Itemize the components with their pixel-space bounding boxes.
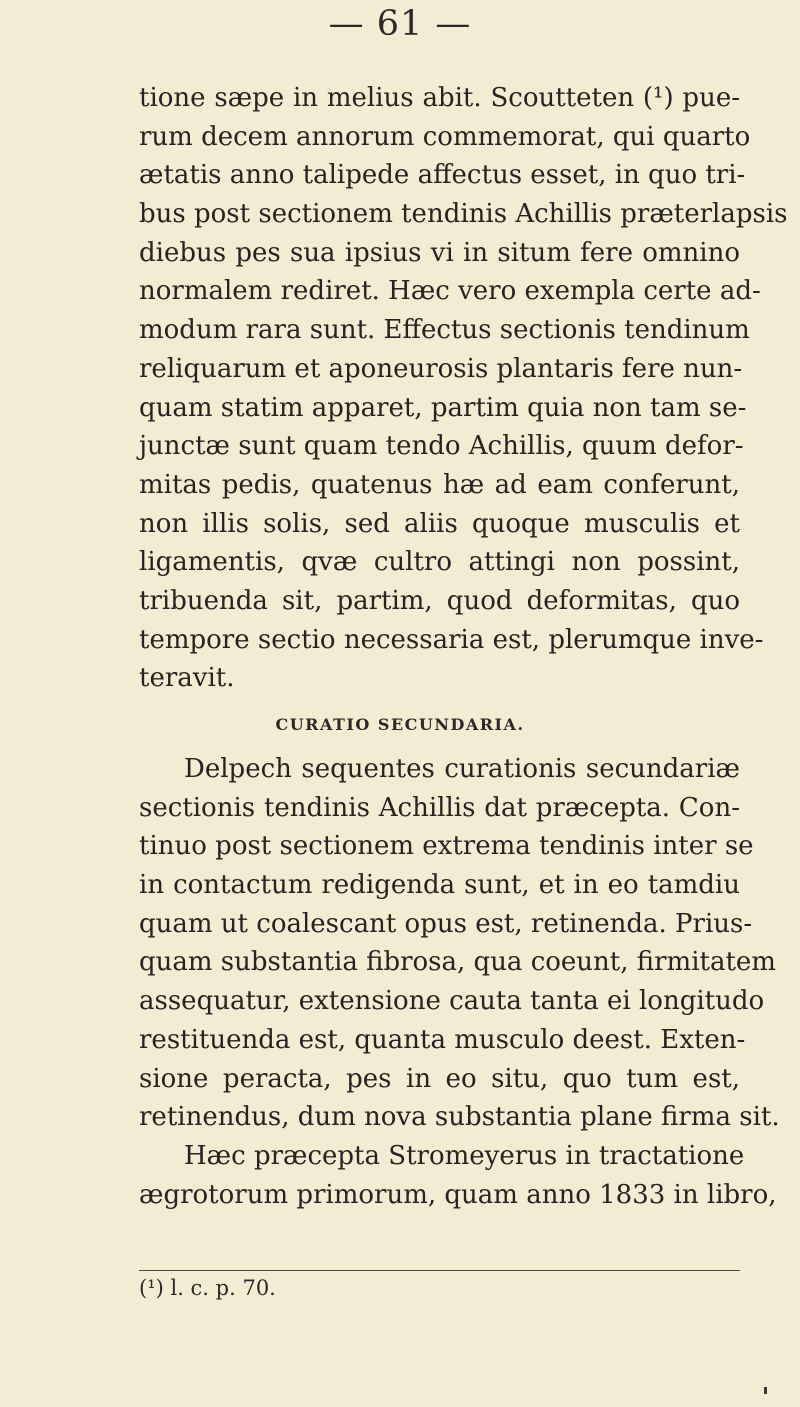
text-line: ægrotorum primorum, quam anno 1833 in libro, bbox=[139, 1179, 777, 1210]
text-line: sectionis tendinis Achillis dat præcepta. Con- bbox=[139, 792, 740, 823]
text-line: sione peracta, pes in eo situ, quo tum est, bbox=[139, 1063, 740, 1094]
text-line: tempore sectio necessaria est, plerumque inve- bbox=[139, 624, 764, 655]
text-line: modum rara sunt. Effectus sectionis tendinum bbox=[139, 315, 750, 346]
text-line: diebus pes sua ipsius vi in situm fere omnino bbox=[139, 237, 740, 268]
paragraph-2 bbox=[139, 750, 780, 1214]
text-line: mitas pedis, quatenus hæ ad eam conferunt, bbox=[139, 469, 740, 500]
text-line: tione sæpe in melius abit. Scoutteten (¹) pue- bbox=[139, 83, 740, 113]
text-line: bus post sectionem tendinis Achillis præterlapsis bbox=[139, 199, 788, 230]
text-line: Delpech sequentes curationis secundariæ bbox=[184, 754, 740, 784]
paragraph-1 bbox=[139, 79, 788, 698]
text-line: restituenda est, quanta musculo deest. Exten- bbox=[139, 1024, 746, 1055]
text-line: teravit. bbox=[139, 663, 235, 694]
text-line: tinuo post sectionem extrema tendinis inter se bbox=[139, 831, 754, 862]
text-line: ætatis anno talipede affectus esset, in quo tri- bbox=[139, 160, 746, 191]
text-line: normalem rediret. Hæc vero exempla certe ad- bbox=[139, 276, 761, 307]
text-line: reliquarum et aponeurosis plantaris fere nun- bbox=[139, 353, 743, 384]
text-line: in contactum redigenda sunt, et in eo tamdiu bbox=[139, 870, 740, 901]
footnote-rule bbox=[139, 1270, 740, 1271]
footnote: (¹) l. c. p. 70. bbox=[139, 1276, 276, 1300]
text-line: assequatur, extensione cauta tanta ei longitudo bbox=[139, 986, 765, 1017]
text-line: quam statim apparet, partim quia non tam se- bbox=[139, 392, 747, 423]
text-line: junctæ sunt quam tendo Achillis, quum defor- bbox=[139, 431, 744, 462]
text-line: non illis solis, sed aliis quoque musculis et bbox=[139, 508, 740, 539]
text-line: tribuenda sit, partim, quod deformitas, quo bbox=[139, 585, 740, 616]
text-line: quam substantia fibrosa, qua coeunt, firmitatem bbox=[139, 947, 776, 978]
print-mark bbox=[764, 1387, 767, 1394]
text-line: retinendus, dum nova substantia plane firma sit. bbox=[139, 1102, 780, 1133]
page-number: — 61 — bbox=[328, 4, 472, 44]
text-line: rum decem annorum commemorat, qui quarto bbox=[139, 121, 751, 152]
text-line: quam ut coalescant opus est, retinenda. Prius- bbox=[139, 908, 753, 939]
text-line: Hæc præcepta Stromeyerus in tractatione bbox=[184, 1140, 745, 1171]
text-line: ligamentis, qvæ cultro attingi non possint, bbox=[139, 547, 740, 578]
section-heading: CURATIO SECUNDARIA. bbox=[275, 715, 525, 734]
